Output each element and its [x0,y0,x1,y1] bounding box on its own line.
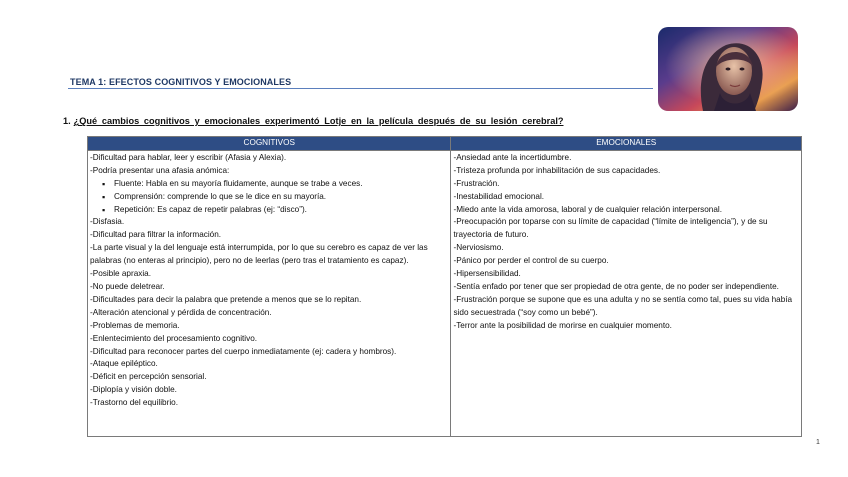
list-item: -Alteración atencional y pérdida de concentración. [90,307,272,317]
effects-table [87,136,802,437]
list-item: -Disfasia. [90,217,125,227]
list-item: -Ataque epiléptico. [90,359,158,369]
list-item: -Dificultad para filtrar la información. [90,230,222,240]
list-item: -Diplopía y visión doble. [90,385,177,395]
list-item: -Dificultad para hablar, leer y escribir (Afasia y Alexia). [90,152,287,162]
list-item: -Frustración porque se supone que es una adulta y no se sentía como tal, pues su vida había sido secuestrada (“soy como un bebé”). [453,294,793,317]
bullet-item: ▪ Comprensión: comprende lo que se le dice en su mayoría. [90,191,448,204]
list-item: -Tristeza profunda por inhabilitación de sus capacidades. [453,165,661,175]
list-item: -Pánico por perder el control de su cuerpo. [453,256,609,266]
question [63,116,563,126]
list-item: -No puede deletrear. [90,281,165,291]
list-item: -Preocupación por toparse con su límite de capacidad (“límite de inteligencia”), y de su trayectoria de futuro. [453,217,768,240]
list-item: -Frustración. [453,178,500,188]
portrait-illustration [658,27,798,111]
bullet-item: ▪ Fluente: Habla en su mayoría fluidamente, aunque se trabe a veces. [90,178,448,191]
table-header-row [88,137,802,151]
question-text: ¿Qué cambios cognitivos y emocionales experimentó Lotje en la película después de su lesión cerebral? [73,116,564,126]
cognitive-cell [88,150,451,436]
list-item: -Sentía enfado por tener que ser propiedad de otra gente, de no poder ser independiente. [453,281,779,291]
header-emotional: EMOCIONALES [451,137,802,151]
list-item: -Terror ante la posibilidad de morirse en cualquier momento. [453,320,672,330]
list-item: -Enlentecimiento del procesamiento cognitivo. [90,333,258,343]
list-item: -Posible apraxia. [90,269,151,279]
list-item: -Podría presentar una afasia anómica: [90,165,230,175]
list-item: -Dificultad para reconocer partes del cuerpo inmediatamente (ej: cadera y hombros). [90,346,397,356]
bullet-item: ▪ Repetición: Es capaz de repetir palabras (ej: “disco”). [90,204,448,217]
list-item: -Miedo ante la vida amorosa, laboral y de cualquier relación interpersonal. [453,204,723,214]
list-item: -Nerviosismo. [453,243,504,253]
table-row [88,150,802,436]
page-number: 1 [816,439,820,446]
list-item: -Inestabilidad emocional. [453,191,545,201]
list-item: -Trastorno del equilibrio. [90,398,178,408]
section-title: TEMA 1: EFECTOS COGNITIVOS Y EMOCIONALES [70,77,292,87]
list-item: -Hipersensibilidad. [453,269,521,279]
list-item: -Problemas de memoria. [90,320,180,330]
list-item: -Ansiedad ante la incertidumbre. [453,152,572,162]
emotional-cell [451,150,802,436]
question-number: 1. [63,116,71,126]
list-item: -La parte visual y la del lenguaje está interrumpida, por lo que su cerebro es capaz de ver las palabras (no enteras al principio), pero no de leerlas (pero tras el tratamiento es capaz). [90,243,428,266]
list-item: -Dificultades para decir la palabra que pretende a menos que se lo repitan. [90,294,362,304]
header-photo [658,27,798,111]
header-divider [68,88,653,89]
header-cognitive: COGNITIVOS [88,137,451,151]
list-item: -Déficit en percepción sensorial. [90,372,207,382]
